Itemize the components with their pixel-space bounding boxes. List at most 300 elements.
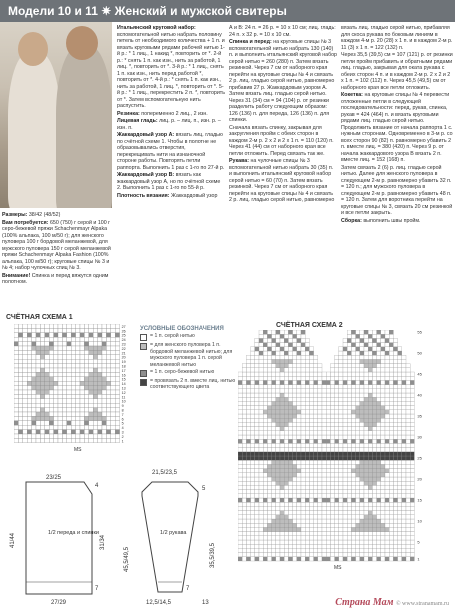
chart1-cell: [84, 328, 88, 332]
chart2-cell: [335, 443, 339, 447]
chart1-cell: [93, 399, 97, 403]
chart2-cell: [351, 452, 355, 456]
chart2-cell: [238, 401, 242, 405]
svg-text:13: [202, 600, 209, 606]
chart2-cell: [372, 527, 376, 531]
chart2-cell: [356, 494, 360, 498]
chart2-cell: [410, 464, 414, 468]
chart1-cell: [23, 337, 27, 341]
chart2-cell: [360, 527, 364, 531]
chart2-cell: [259, 469, 263, 473]
chart2-cell: [242, 414, 246, 418]
chart2-cell: [272, 490, 276, 494]
chart2-cell: [272, 519, 276, 523]
chart2-cell: [276, 448, 280, 452]
chart2-cell: [280, 401, 284, 405]
chart2-cell: [255, 477, 259, 481]
chart2-cell: [272, 418, 276, 422]
chart2-cell: [276, 456, 280, 460]
chart2-cell: [368, 439, 372, 443]
chart2-cell: [242, 439, 246, 443]
chart2-cell: [330, 469, 334, 473]
chart2-cell: [326, 490, 330, 494]
chart2-cell: [280, 485, 284, 489]
chart1-cell: [58, 324, 62, 328]
chart2-cell: [381, 490, 385, 494]
chart2-cell: [393, 519, 397, 523]
chart2-cell: [259, 330, 263, 334]
chart2-cell: [402, 544, 406, 548]
chart2-cell: [314, 397, 318, 401]
chart2-cell: [372, 452, 376, 456]
chart2-cell: [305, 553, 309, 557]
chart2-cell: [322, 498, 326, 502]
chart1-cell: [102, 425, 106, 429]
chart2-cell: [339, 494, 343, 498]
chart2-cell: [318, 452, 322, 456]
chart2-cell: [267, 351, 271, 355]
chart1-cell: [89, 416, 93, 420]
chart2-cell: [259, 553, 263, 557]
chart2-cell: [360, 490, 364, 494]
chart2-cell: [364, 523, 368, 527]
chart2-cell: [368, 448, 372, 452]
chart2-cell: [293, 481, 297, 485]
chart2-cell: [309, 364, 313, 368]
chart2-cell: [259, 347, 263, 351]
materials-label: Вам потребуется:: [2, 219, 49, 226]
chart2-cell: [381, 469, 385, 473]
chart1-cell: [45, 399, 49, 403]
chart2-cell: [305, 481, 309, 485]
chart2-cell: [351, 490, 355, 494]
chart2-cell: [322, 477, 326, 481]
chart2-cell: [343, 519, 347, 523]
chart2-cell: [393, 351, 397, 355]
chart2-cell: [255, 364, 259, 368]
chart1-cell: [54, 394, 58, 398]
chart2-cell: [326, 448, 330, 452]
chart2-cell: [238, 511, 242, 515]
chart2-cell: [280, 502, 284, 506]
chart1-cell: [102, 324, 106, 328]
chart2-cell: [272, 427, 276, 431]
chart2-cell: [259, 443, 263, 447]
chart1-cell: [111, 421, 115, 425]
chart2-title: СЧЁТНАЯ СХЕМА 2: [276, 322, 343, 329]
chart2-cell: [284, 334, 288, 338]
chart1-cell: [27, 350, 31, 354]
chart2-cell: [368, 343, 372, 347]
chart2-cell: [356, 427, 360, 431]
chart2-cell: [263, 502, 267, 506]
chart2-cell: [255, 393, 259, 397]
chart2-cell: [259, 536, 263, 540]
chart2-cell: [288, 435, 292, 439]
chart1-cell: [76, 333, 80, 337]
chart2-cell: [389, 439, 393, 443]
chart2-cell: [398, 448, 402, 452]
chart2-cell: [284, 460, 288, 464]
chart1-cell: [76, 346, 80, 350]
chart2-cell: [297, 376, 301, 380]
chart2-cell: [305, 368, 309, 372]
chart2-cell: [364, 498, 368, 502]
chart1-cell: [111, 364, 115, 368]
chart1-cell: [102, 403, 106, 407]
chart2-cell: [305, 414, 309, 418]
watermark-text: Страна Мам: [335, 597, 394, 608]
chart2-cell: [280, 343, 284, 347]
chart1-cell: [80, 434, 84, 438]
chart2-cell: [238, 380, 242, 384]
chart2-cell: [305, 519, 309, 523]
chart2-cell: [406, 553, 410, 557]
chart2-cell: [263, 490, 267, 494]
chart1-cell: [84, 381, 88, 385]
chart2-cell: [309, 553, 313, 557]
chart1-cell: [71, 372, 75, 376]
chart1-cell: [49, 403, 53, 407]
chart2-cell: [377, 397, 381, 401]
chart2-cell: [251, 431, 255, 435]
chart1-row-label: 19: [121, 360, 126, 365]
chart2-cell: [372, 544, 376, 548]
chart2-cell: [377, 439, 381, 443]
chart2-cell: [339, 527, 343, 531]
chart2-cell: [410, 481, 414, 485]
chart1-cell: [76, 342, 80, 346]
chart1-cell: [84, 342, 88, 346]
chart2-cell: [377, 347, 381, 351]
chart2-cell: [267, 473, 271, 477]
chart1-cell: [93, 421, 97, 425]
chart2-cell: [238, 372, 242, 376]
chart2-cell: [297, 439, 301, 443]
chart2-cell: [410, 544, 414, 548]
chart2-cell: [280, 523, 284, 527]
chart2-cell: [410, 401, 414, 405]
chart2-cell: [347, 523, 351, 527]
chart2-cell: [263, 443, 267, 447]
chart1-cell: [27, 359, 31, 363]
chart2-cell: [259, 502, 263, 506]
chart2-cell: [238, 435, 242, 439]
chart2-cell: [297, 380, 301, 384]
chart2-cell: [322, 519, 326, 523]
chart2-cell: [343, 397, 347, 401]
chart2-cell: [351, 418, 355, 422]
chart1-cell: [93, 408, 97, 412]
chart1-cell: [49, 408, 53, 412]
chart1-cell: [93, 350, 97, 354]
chart2-cell: [360, 427, 364, 431]
chart2-cell: [356, 347, 360, 351]
chart2-row-label: 40: [417, 392, 422, 398]
chart2-cell: [238, 506, 242, 510]
chart2-cell: [293, 540, 297, 544]
chart2-cell: [251, 506, 255, 510]
chart1-cell: [62, 399, 66, 403]
chart2-cell: [267, 515, 271, 519]
chart2-cell: [288, 502, 292, 506]
chart2-cell: [356, 456, 360, 460]
chart2-cell: [318, 540, 322, 544]
chart2-cell: [251, 452, 255, 456]
svg-text:7: [186, 586, 190, 592]
chart2-cell: [246, 519, 250, 523]
chart2-cell: [288, 355, 292, 359]
chart2-cell: [393, 481, 397, 485]
chart1-cell: [54, 421, 58, 425]
chart2-cell: [393, 485, 397, 489]
chart2-cell: [326, 385, 330, 389]
chart2-cell: [259, 422, 263, 426]
chart2-cell: [398, 385, 402, 389]
chart2-cell: [322, 397, 326, 401]
chart2-cell: [251, 368, 255, 372]
chart2-cell: [263, 532, 267, 536]
chart1-cell: [23, 394, 27, 398]
chart1-cell: [102, 390, 106, 394]
chart2-cell: [389, 364, 393, 368]
chart1-cell: [32, 368, 36, 372]
chart2-cell: [255, 548, 259, 552]
chart2-cell: [360, 385, 364, 389]
chart2-cell: [398, 553, 402, 557]
chart1-cell: [106, 430, 110, 434]
swatch-light: [140, 343, 147, 350]
chart2-cell: [335, 498, 339, 502]
chart2-cell: [343, 544, 347, 548]
chart1-cell: [93, 412, 97, 416]
chart1-cell: [89, 377, 93, 381]
chart2-cell: [381, 410, 385, 414]
chart2-cell: [360, 540, 364, 544]
chart2-cell: [305, 351, 309, 355]
chart2-cell: [381, 477, 385, 481]
para-text: лиц. р. – лиц. п., изн. р. – изн. п.: [117, 118, 221, 131]
chart2-cell: [242, 435, 246, 439]
chart2-cell: [293, 343, 297, 347]
chart2-cell: [263, 519, 267, 523]
chart2-cell: [351, 376, 355, 380]
chart2-cell: [267, 511, 271, 515]
chart2-cell: [288, 553, 292, 557]
chart2-cell: [322, 372, 326, 376]
chart1-cell: [89, 342, 93, 346]
chart1-cell: [18, 386, 22, 390]
chart2-cell: [347, 448, 351, 452]
chart2-cell: [377, 490, 381, 494]
chart2-cell: [301, 418, 305, 422]
chart2-cell: [246, 380, 250, 384]
chart1-cell: [40, 350, 44, 354]
chart1-cell: [102, 408, 106, 412]
chart2-cell: [242, 364, 246, 368]
chart1-row-label: 25: [121, 333, 126, 338]
chart2-cell: [272, 372, 276, 376]
chart2-cell: [305, 343, 309, 347]
chart2-cell: [305, 469, 309, 473]
chart2-cell: [381, 519, 385, 523]
chart1-cell: [84, 399, 88, 403]
chart2-cell: [356, 351, 360, 355]
chart2-cell: [309, 422, 313, 426]
chart2-cell: [276, 364, 280, 368]
chart1-cell: [45, 364, 49, 368]
chart2-cell: [314, 498, 318, 502]
chart2-cell: [251, 485, 255, 489]
chart1-cell: [27, 390, 31, 394]
chart2-cell: [389, 502, 393, 506]
chart2-cell: [389, 548, 393, 552]
chart1-cell: [115, 399, 119, 403]
chart2-cell: [305, 490, 309, 494]
chart1-cell: [14, 425, 18, 429]
chart2-cell: [297, 448, 301, 452]
chart2-cell: [255, 418, 259, 422]
chart2-cell: [242, 418, 246, 422]
chart2-cell: [284, 351, 288, 355]
chart2-cell: [381, 385, 385, 389]
chart2-cell: [267, 452, 271, 456]
para-text: вспомогательной нитью набрать половину петель от необходимого количества + 1 п. и вязать круговыми рядами рабочей нитью 1-й р.: * 1 лиц., 1 накид *, повторить от *. 2-й р.: * снять 1 п. как изн., нить за работой, 1 лиц. *, повторить от *. 3-й р.: * 1 лиц., снять 1 п. как изн., нить перед работой *, повторить от *. 4-й р.: * снять 1 п. как изн., нить за работой, 1 лиц. *, повторить от *. 5-й р.: * 1 лиц., перекрестить 2 п. *, повторить от *. Затем вспомогательную нить распустить.: [117, 31, 225, 109]
chart2-cell: [263, 380, 267, 384]
chart2-cell: [330, 532, 334, 536]
chart2-row-label: 15: [417, 497, 422, 503]
chart1-row-label: 9: [121, 404, 124, 409]
chart2-cell: [410, 422, 414, 426]
chart2-cell: [255, 372, 259, 376]
chart2-cell: [288, 372, 292, 376]
chart2-cell: [263, 506, 267, 510]
chart1-cell: [111, 416, 115, 420]
chart2-cell: [314, 494, 318, 498]
chart2-cell: [242, 385, 246, 389]
chart1-cell: [115, 328, 119, 332]
chart2-cell: [242, 389, 246, 393]
chart1-cell: [45, 408, 49, 412]
chart2-cell: [305, 389, 309, 393]
svg-text:45,5/49,5: [124, 546, 130, 572]
svg-text:4: [95, 483, 99, 489]
chart2-cell: [339, 553, 343, 557]
chart2-cell: [318, 494, 322, 498]
swatch-mid: [140, 370, 147, 377]
chart2-cell: [360, 410, 364, 414]
chart1-cell: [36, 390, 40, 394]
chart2-cell: [255, 347, 259, 351]
chart2-cell: [242, 553, 246, 557]
page-title: Модели 10 и 11 ✷ Женский и мужской свитеры: [8, 4, 287, 18]
chart2-cell: [293, 401, 297, 405]
chart1-cell: [36, 399, 40, 403]
chart1-cell: [49, 416, 53, 420]
chart2-cell: [335, 406, 339, 410]
chart2-cell: [246, 364, 250, 368]
chart2-cell: [398, 435, 402, 439]
chart2-cell: [267, 376, 271, 380]
chart2-cell: [330, 515, 334, 519]
chart2-cell: [267, 523, 271, 527]
chart1-cell: [84, 368, 88, 372]
chart2-cell: [267, 406, 271, 410]
chart2-cell: [293, 523, 297, 527]
chart2-cell: [255, 464, 259, 468]
chart1-cell: [62, 438, 66, 442]
chart2-cell: [389, 393, 393, 397]
chart2-cell: [377, 540, 381, 544]
chart2-cell: [351, 414, 355, 418]
chart2-cell: [305, 460, 309, 464]
chart2-cell: [267, 443, 271, 447]
chart2-cell: [288, 511, 292, 515]
chart2-cell: [335, 431, 339, 435]
chart2-cell: [402, 448, 406, 452]
chart1-cell: [84, 359, 88, 363]
chart2-cell: [406, 527, 410, 531]
chart1-cell: [84, 350, 88, 354]
chart2-cell: [364, 376, 368, 380]
chart2-cell: [377, 376, 381, 380]
chart1-cell: [115, 381, 119, 385]
chart2-cell: [330, 422, 334, 426]
chart2-cell: [347, 452, 351, 456]
chart2-cell: [368, 481, 372, 485]
chart2-cell: [381, 523, 385, 527]
chart2-cell: [351, 515, 355, 519]
chart2-cell: [364, 536, 368, 540]
chart2-cell: [255, 351, 259, 355]
chart2-cell: [301, 443, 305, 447]
chart1-cell: [32, 394, 36, 398]
chart1-cell: [40, 399, 44, 403]
chart2-cell: [297, 351, 301, 355]
chart2-cell: [272, 343, 276, 347]
chart2-cell: [293, 536, 297, 540]
chart2-cell: [305, 527, 309, 531]
chart1-cell: [76, 337, 80, 341]
chart2-cell: [330, 494, 334, 498]
chart2-cell: [372, 506, 376, 510]
chart2-cell: [297, 536, 301, 540]
chart1-cell: [62, 333, 66, 337]
chart2-cell: [246, 397, 250, 401]
chart1-cell: [45, 324, 49, 328]
chart1-cell: [49, 355, 53, 359]
chart2-cell: [246, 435, 250, 439]
chart1-cell: [111, 333, 115, 337]
chart2-cell: [242, 498, 246, 502]
chart2-cell: [402, 511, 406, 515]
chart1-cell: [58, 412, 62, 416]
chart2-cell: [280, 548, 284, 552]
chart2-cell: [406, 427, 410, 431]
chart2-cell: [305, 523, 309, 527]
chart1-cell: [36, 342, 40, 346]
chart2-cell: [389, 368, 393, 372]
chart1-cell: [54, 416, 58, 420]
chart2-cell: [335, 477, 339, 481]
chart2-cell: [381, 427, 385, 431]
chart2-cell: [305, 427, 309, 431]
chart2-cell: [360, 506, 364, 510]
chart2-cell: [297, 515, 301, 519]
chart2-cell: [393, 532, 397, 536]
chart1-cell: [45, 337, 49, 341]
chart2-cell: [377, 385, 381, 389]
